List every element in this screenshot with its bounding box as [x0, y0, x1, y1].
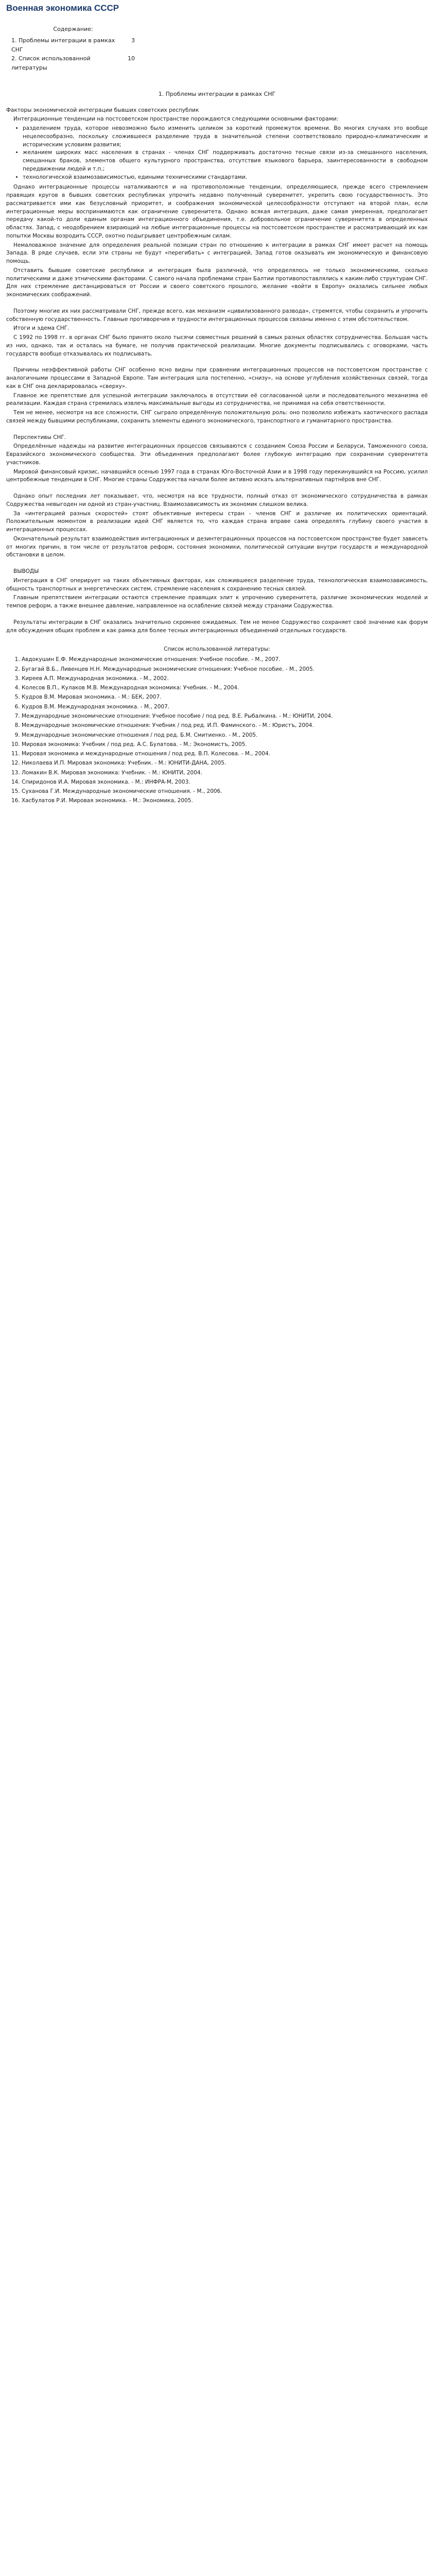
paragraph: Результаты интеграции в СНГ оказались значительно скромнее ожидаемых. Тем не менее Содружество сохраняет своё значение как форум для обсуждения общих проблем и как рамка для более тесных интеграционных объединений отдельных государств.: [6, 619, 428, 634]
reference-item: 6. Кудров В.М. Международная экономика. - М., 2007.: [22, 703, 428, 711]
reference-item: 11. Мировая экономика и международные отношения / под ред. В.П. Колесова. - М., 2004.: [22, 750, 428, 758]
paragraph: Однако интеграционные процессы наталкиваются и на противоположные тенденции, определяющиеся, прежде всего стремлением правящих кругов в бывших советских республиках упрочить недавно полученный суверенитет, укрепить свою государственность. Это рассматривается ими как безусловный приоритет, и соображения экономической целесообразности отступают на второй план, если интеграционные меры воспринимаются как ограничение суверенитета. Однако всякая интеграция, даже самая умеренная, предполагает передачу какой-то доли единым органам интеграционного объединения, т.е. добровольное ограничение суверенитета в определенных областях. Запад, с неодобрением взирающий на любые интеграционные процессы на постсоветском пространстве и рассматривающий их как попытки Москвы возродить СССР, охотно подыгрывает центробежным силам.: [6, 184, 428, 239]
reference-item: 7. Международные экономические отношения: Учебное пособие / под ред. В.Е. Рыбалкина. - М.: ЮНИТИ, 2004.: [22, 712, 428, 720]
paragraph: Итоги и эдема СНГ.: [13, 325, 69, 332]
paragraph: Причины неэффективной работы СНГ особенно ясно видны при сравнении интеграционных процессов на постсоветском пространстве с аналогичными процессами в Западной Европе. Там интеграция шла постепенно, «снизу», на основе углубления хозяйственных связей, тогда как в СНГ она декларировалась «сверху».: [6, 367, 428, 389]
paragraph: Окончательный результат взаимодействия интеграционных и дезинтеграционных процессов на постсоветском пространстве будет зависеть от многих причин, в том числе от результатов реформ, состояния экономики, политической ситуации внутри государств и международной обстановки в целом.: [6, 535, 428, 558]
page-title: Военная экономика СССР: [6, 3, 119, 13]
reference-item: 8. Международные экономические отношения: Учебник / под ред. И.П. Фаминского. - М.: Юристъ, 2004.: [22, 721, 428, 730]
reference-item: 1. Авдокушин Е.Ф. Международные экономические отношения: Учебное пособие. - М., 2007.: [22, 655, 428, 664]
toc-item: [11, 54, 135, 72]
paragraph: Главным препятствием интеграции остаются стремление правящих элит к упрочению суверенитета, различие экономических моделей и темпов реформ, а также внешнее давление, направленное на ослабление связей между странами Содружества.: [6, 595, 428, 609]
paragraph: Интеграционные тенденции на постсоветском пространстве порождаются следующими основными факторами:: [13, 116, 339, 123]
references-title: Список использованной литературы:: [164, 646, 270, 653]
toc-item-page: 3: [131, 37, 135, 44]
references-list: [6, 655, 428, 805]
paragraph: Поэтому многие их них рассматривали СНГ, прежде всего, как механизм «цивилизованного развода», стремятся, чтобы сохранить и упрочить собственную государственность. Главные противоречия и трудности интеграционных процессов связаны именно с этим обстоятельством.: [6, 308, 428, 323]
reference-item: 2. Бугагай В.Б., Ливенцев Н.Н. Международные экономические отношения: Учебное пособие. - М., 2005.: [22, 665, 428, 673]
paragraph: За «интеграцией разных скоростей» стоят объективные интересы стран - членов СНГ и различие их политических ориентаций. Положительным моментом в реализации идей СНГ является то, что каждая страна вправе сама определять глубину своего участия в интеграционных процессах.: [6, 510, 428, 533]
paragraph: Перспективы СНГ.: [13, 434, 66, 440]
reference-item: 13. Ломакин В.К. Мировая экономика: Учебник. - М.: ЮНИТИ, 2004.: [22, 769, 428, 777]
toc-item-label: 1. Проблемы интеграции в рамках СНГ: [11, 37, 115, 53]
paragraph: Интеграция в СНГ оперирует на таких объективных факторах, как сложившееся разделение труда, технологическая взаимозависимость, общность транспортных и энергетических систем, стремление населения к сохранению тесных связей.: [6, 577, 428, 592]
section-subheading: Факторы экономической интеграции бывших советских республик: [6, 107, 199, 113]
body-text: [6, 183, 428, 635]
reference-item: 16. Хасбулатов Р.И. Мировая экономика. - М.: Экономика, 2005.: [22, 796, 428, 805]
reference-item: 14. Спиридонов И.А. Мировая экономика. - М.: ИНФРА-М, 2003.: [22, 778, 428, 786]
reference-item: 12. Николаева И.П. Мировая экономика: Учебник. - М.: ЮНИТИ-ДАНА, 2005.: [22, 759, 428, 767]
toc-item-page: 10: [128, 55, 135, 62]
list-item: • разделением труда, которое невозможно было изменить целиком за короткий промежуток времени. Во многих случаях это вообще нецелесообразно, поскольку сложившееся разделение труда в значительной степени соответствовало природно-климатическим и историческим условиям развития;: [23, 125, 428, 149]
paragraph: Определённые надежды на развитие интеграционных процессов связываются с созданием Союза России и Беларуси, Таможенного союза, Евразийского экономического сообщества. Эти объединения предполагают более глубокую интеграцию при сохранении суверенитета участников.: [6, 443, 428, 466]
factors-list: [6, 125, 428, 181]
list-item: • желанием широких масс населения в странах - членах СНГ поддерживать достаточно тесные связи из-за смешанного населения, смешанных браков, элементов общего культурного пространства, отсутствия языкового барьера, заинтересованности в свободном передвижении людей и т.п.;: [23, 149, 428, 173]
document-page: [0, 0, 436, 819]
toc-item-label: 2. Список использованной литературы: [11, 55, 91, 71]
list-item: • технологической взаимозависимостью, едиными техническими стандартами.: [23, 174, 428, 182]
paragraph: ВЫВОДЫ: [13, 568, 39, 575]
paragraph: Главное же препятствие для успешной интеграции заключалось в отсутствии её согласованной цели и последовательного механизма её реализации. Каждая страна стремилась извлечь максимальные выгоды из сотрудничества, не принимая на себя ответственности.: [6, 392, 428, 407]
toc-title: Содержание:: [53, 26, 93, 33]
reference-item: 5. Кудров В.М. Мировая экономика. - М.: БЕК, 2007.: [22, 693, 428, 701]
paragraph: Отставить бывшие советские республики и интеграция была различной, что определялось не только экономическими, сколько политическими и даже этническими факторами. С самого начала проблемами стран Балтии противопоставлялись к каким-либо структурам СНГ. Для них стремление дистанцироваться от России и своего советского прошлого, желание «войти в Европу» оказались сильнее любых экономических соображений.: [6, 267, 428, 298]
reference-item: 9. Международные экономические отношения / под ред. Б.М. Смитиенко. - М., 2005.: [22, 731, 428, 739]
toc-item: [11, 36, 135, 54]
reference-item: 4. Колесов В.П., Кулаков М.В. Международная экономика: Учебник. - М., 2004.: [22, 684, 428, 692]
reference-item: 10. Мировая экономика: Учебник / под ред. А.С. Булатова. - М.: Экономистъ, 2005.: [22, 740, 428, 749]
reference-item: 15. Суханова Г.И. Международные экономические отношения. - М., 2006.: [22, 787, 428, 795]
reference-item: 3. Киреев А.П. Международная экономика. - М., 2002.: [22, 674, 428, 683]
paragraph: Немаловажное значение для определения реальной позиции стран по отношению к интеграции в рамках СНГ имеет расчет на помощь Запада. В ряде случаев, если эти страны не будут «перегибать» с интеграцией, Запад готов оказывать им экономическую и финансовую помощь.: [6, 242, 428, 265]
section-title: 1. Проблемы интеграции в рамках СНГ: [158, 91, 276, 98]
table-of-contents: [11, 25, 135, 72]
paragraph: Тем не менее, несмотря на все сложности, СНГ сыграло определённую положительную роль: оно позволило избежать хаотического распада связей между бывшими республиками, сохранить элементы единого экономического, транспортного и гуманитарного пространства.: [6, 410, 428, 424]
paragraph: С 1992 по 1998 гг. в органах СНГ было принято около тысячи совместных решений в самых разных областях сотрудничества. Большая часть из них, однако, так и осталась на бумаге, не получив практической реализации. Многие документы подписывались с оговорками, часть государств вообще отказывалась их подписывать.: [6, 334, 428, 357]
paragraph: Мировой финансовый кризис, начавшийся осенью 1997 года в странах Юго-Восточной Азии и в 1998 году перекинувшийся на Россию, усилил центробежные тенденции в СНГ. Многие страны Содружества начали более активно искать альтернативных партнёров вне СНГ.: [6, 468, 428, 483]
paragraph: Однако опыт последних лет показывает, что, несмотря на все трудности, полный отказ от экономического сотрудничества в рамках Содружества невыгоден ни одной из стран-участниц. Взаимозависимость их экономик слишком велика.: [6, 493, 428, 507]
